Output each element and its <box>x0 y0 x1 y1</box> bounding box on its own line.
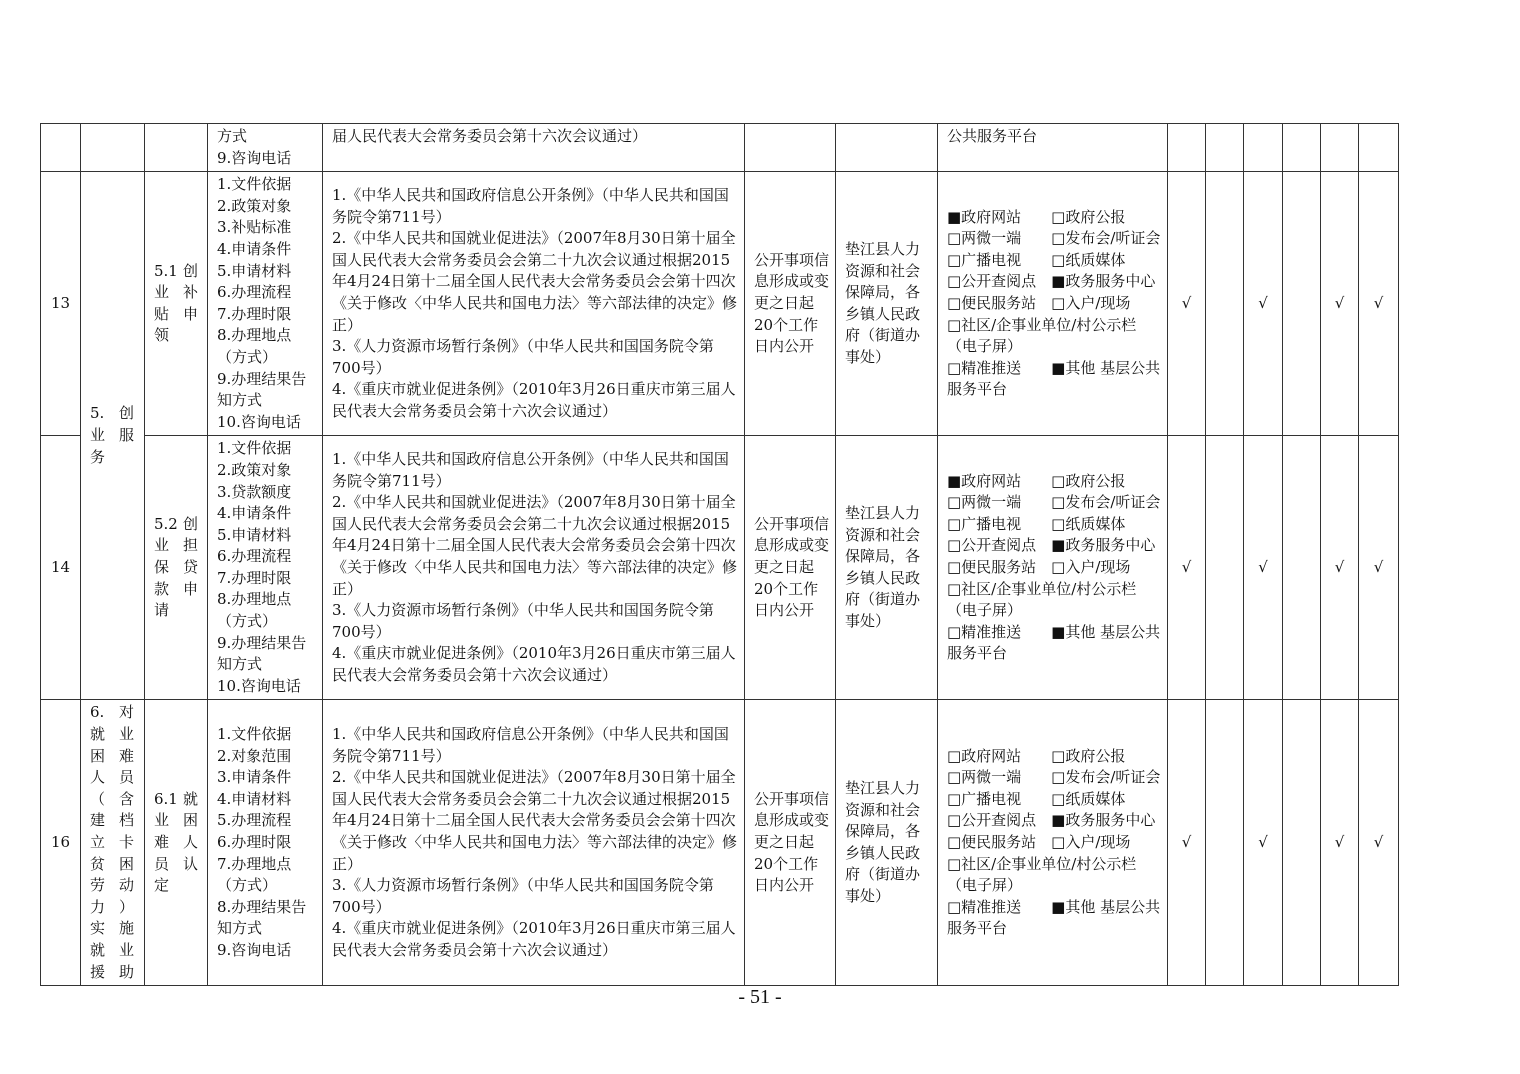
cell-elements: 1.文件依据 2.对象范围 3.申请条件 4.申请材料 5.办理流程 6.办理时限 7.办理地点（方式） 8.办理结果告知方式 9.咨询电话 <box>208 700 323 986</box>
cell-empty <box>745 124 836 172</box>
item-label: 5.2创业担保贷款申请 <box>154 514 198 620</box>
cell-check: √ <box>1244 172 1283 436</box>
cell-basis: 届人民代表大会常务委员会第十六次会议通过） <box>323 124 745 172</box>
page-number: - 51 - <box>738 986 782 1008</box>
cell-check <box>1206 436 1244 700</box>
cell-check: √ <box>1359 172 1399 436</box>
table-row <box>41 700 1399 986</box>
cell-check: √ <box>1244 436 1283 700</box>
cell-category <box>81 700 145 986</box>
cell-time-limit: 公开事项信息形成或变更之日起20个工作日内公开 <box>745 172 836 436</box>
cell-number: 14 <box>41 436 81 700</box>
cell-elements: 方式 9.咨询电话 <box>208 124 323 172</box>
cell-check: √ <box>1321 172 1359 436</box>
cell-check <box>1206 700 1244 986</box>
cell-check <box>1283 172 1321 436</box>
cell-check: √ <box>1168 172 1206 436</box>
cell-basis: 1.《中华人民共和国政府信息公开条例》（中华人民共和国国务院令第711号） 2.《中华人民共和国就业促进法》（2007年8月30日第十届全国人民代表大会常务委员会会第二十九次会议通过根据2015年4月24日第十二届全国人民代表大会常务委员会会第十四次《关于修改〈中华人民共和国电力法〉等六部法律的决定》修正） 3.《人力资源市场暂行条例》（中华人民共和国国务院令第700号） 4.《重庆市就业促进条例》（2010年3月26日重庆市第三届人民代表大会常务委员会第十六次会议通过） <box>323 172 745 436</box>
cell-channels: □政府网站 □政府公报 □两微一端 □发布会/听证会 □广播电视 □纸质媒体 □公开查阅点 ■政务服务中心 □便民服务站 □入户/现场 □社区/企事业单位/村公示栏（电子屏） □精准推送 ■其他 基层公共服务平台 <box>938 700 1168 986</box>
cell-empty <box>41 124 81 172</box>
cell-item <box>145 172 208 436</box>
cell-empty <box>1359 124 1399 172</box>
disclosure-table <box>40 123 1399 986</box>
cell-check: √ <box>1244 700 1283 986</box>
cell-item <box>145 700 208 986</box>
cell-channels: 公共服务平台 <box>938 124 1168 172</box>
cell-check: √ <box>1359 700 1399 986</box>
cell-check <box>1206 172 1244 436</box>
cell-channels: ■政府网站 □政府公报 □两微一端 □发布会/听证会 □广播电视 □纸质媒体 □公开查阅点 ■政务服务中心 □便民服务站 □入户/现场 □社区/企事业单位/村公示栏（电子屏） □精准推送 ■其他 基层公共服务平台 <box>938 436 1168 700</box>
cell-elements: 1.文件依据 2.政策对象 3.贷款额度 4.申请条件 5.申请材料 6.办理流程 7.办理时限 8.办理地点（方式） 9.办理结果告知方式 10.咨询电话 <box>208 436 323 700</box>
cell-empty <box>1244 124 1283 172</box>
cell-check: √ <box>1168 700 1206 986</box>
category-label: 5. 创业服务 <box>90 404 134 466</box>
cell-empty <box>1168 124 1206 172</box>
cell-channels: ■政府网站 □政府公报 □两微一端 □发布会/听证会 □广播电视 □纸质媒体 □公开查阅点 ■政务服务中心 □便民服务站 □入户/现场 □社区/企事业单位/村公示栏（电子屏） □精准推送 ■其他 基层公共服务平台 <box>938 172 1168 436</box>
item-label: 6.1就业困难人员认定 <box>154 789 198 895</box>
cell-empty <box>81 124 145 172</box>
cell-empty <box>1321 124 1359 172</box>
cell-item <box>145 436 208 700</box>
cell-number: 13 <box>41 172 81 436</box>
cell-check: √ <box>1321 436 1359 700</box>
cell-time-limit: 公开事项信息形成或变更之日起20个工作日内公开 <box>745 700 836 986</box>
cell-empty <box>1283 124 1321 172</box>
cell-empty <box>836 124 938 172</box>
table-row <box>41 436 1399 700</box>
cell-subject: 垫江县人力资源和社会保障局，各乡镇人民政府（街道办事处） <box>836 700 938 986</box>
cell-subject: 垫江县人力资源和社会保障局，各乡镇人民政府（街道办事处） <box>836 436 938 700</box>
cell-check: √ <box>1359 436 1399 700</box>
cell-basis: 1.《中华人民共和国政府信息公开条例》（中华人民共和国国务院令第711号） 2.《中华人民共和国就业促进法》（2007年8月30日第十届全国人民代表大会常务委员会会第二十九次会议通过根据2015年4月24日第十二届全国人民代表大会常务委员会会第十四次《关于修改〈中华人民共和国电力法〉等六部法律的决定》修正） 3.《人力资源市场暂行条例》（中华人民共和国国务院令第700号） 4.《重庆市就业促进条例》（2010年3月26日重庆市第三届人民代表大会常务委员会第十六次会议通过） <box>323 700 745 986</box>
cell-elements: 1.文件依据 2.政策对象 3.补贴标准 4.申请条件 5.申请材料 6.办理流程 7.办理时限 8.办理地点（方式） 9.办理结果告知方式 10.咨询电话 <box>208 172 323 436</box>
cell-number: 16 <box>41 700 81 986</box>
cell-empty <box>1206 124 1244 172</box>
category-label: 6. 对就业困难人员（含建档立卡贫困劳动力）实施就业援助 <box>90 703 134 981</box>
cell-category <box>81 172 145 700</box>
cell-subject: 垫江县人力资源和社会保障局，各乡镇人民政府（街道办事处） <box>836 172 938 436</box>
cell-check <box>1283 436 1321 700</box>
cell-empty <box>145 124 208 172</box>
cell-check <box>1283 700 1321 986</box>
table-row-continued <box>41 124 1399 172</box>
cell-time-limit: 公开事项信息形成或变更之日起20个工作日内公开 <box>745 436 836 700</box>
cell-check: √ <box>1168 436 1206 700</box>
cell-check: √ <box>1321 700 1359 986</box>
cell-basis: 1.《中华人民共和国政府信息公开条例》（中华人民共和国国务院令第711号） 2.《中华人民共和国就业促进法》（2007年8月30日第十届全国人民代表大会常务委员会会第二十九次会议通过根据2015年4月24日第十二届全国人民代表大会常务委员会会第十四次《关于修改〈中华人民共和国电力法〉等六部法律的决定》修正） 3.《人力资源市场暂行条例》（中华人民共和国国务院令第700号） 4.《重庆市就业促进条例》（2010年3月26日重庆市第三届人民代表大会常务委员会第十六次会议通过） <box>323 436 745 700</box>
table-row <box>41 172 1399 436</box>
item-label: 5.1创业补贴申领 <box>154 261 198 345</box>
